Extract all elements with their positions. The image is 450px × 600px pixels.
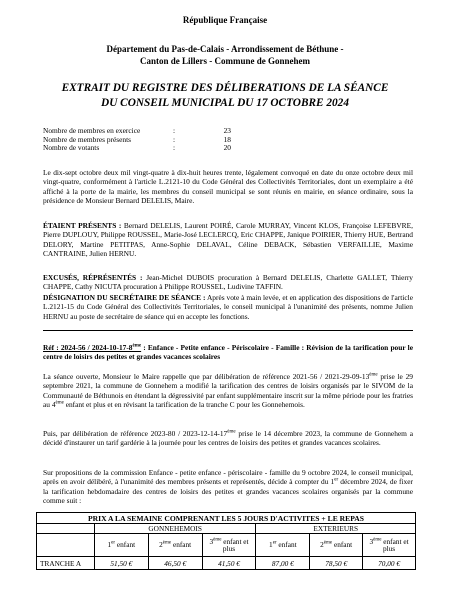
reference-label: Réf : 2024-56 / 2024-10-17-8: [43, 343, 133, 352]
group-gonnehemois: GONNEHEMOIS: [94, 524, 256, 534]
intro-paragraph: Le dix-sept octobre deux mil vingt-quatre à dix-huit heures trente, légalement convoqué en date du onze octobre deux mil vingt-quatre, conformément à l'article L.2121-10 du Code Général des Collectivités Territoriales, dont un exemplaire a été affiché à la porte de la mairie, les membres du conseil municipal se sont réunis en mairie, en séance ordinaire, sous la présidence de Monsieur Bernard DELELIS, Maire.: [43, 168, 413, 206]
col-extra: plus: [222, 544, 236, 553]
col-num: 3: [369, 536, 374, 546]
price-cell: 41,50 €: [202, 557, 256, 570]
presents-text: Bernard DELELIS, Laurent POIRÉ, Carole MURRAY, Vincent KLOS, Françoise LEFEBVRE, Pierre DUPLOUY, Philippe ROUSSEL, Marie-José LECLERCQ, Eric CHAPPE, Janique POIRIER, Thierry HUE, Bertrand DELORY, Martine PETITPAS, Anne-Sophie DELAVAL, Céline DEBACK, Sébastien VERFAILLIE, Maxime CANTRAINE, Julien HERNU.: [43, 221, 413, 259]
members-label: Nombre de votants: [43, 143, 100, 153]
secretaire-label: DÉSIGNATION DU SECRÉTAIRE DE SÉANCE :: [43, 293, 206, 302]
col-rest: enfant: [276, 540, 297, 550]
col-sup: er: [272, 540, 277, 546]
column-header: [202, 534, 256, 557]
col-sup: er: [111, 540, 116, 546]
column-header: [256, 534, 310, 557]
col-extra: plus: [382, 544, 396, 553]
table-row: [37, 557, 416, 570]
col-num: 1: [269, 540, 273, 550]
col-rest: enfant: [171, 540, 192, 550]
col-sup: ème: [213, 537, 222, 543]
price-cell: 51,50 €: [94, 557, 148, 570]
col-num: 2: [320, 540, 324, 550]
table-group-row: [37, 524, 416, 534]
column-header: [148, 534, 202, 557]
deliberation-paragraph-3: [43, 468, 413, 506]
title-line-2: DU CONSEIL MUNICIPAL DU 17 OCTOBRE 2024: [101, 97, 349, 109]
table-column-row: [37, 534, 416, 557]
col-sup: ème: [162, 540, 172, 546]
price-cell: 78,50 €: [310, 557, 363, 570]
table-header-row: [37, 513, 416, 524]
members-count-block: [43, 127, 231, 153]
col-rest: enfant et: [381, 536, 409, 546]
p1-sup-1: ème: [369, 372, 378, 378]
p3-sup: er: [334, 477, 339, 483]
reference-number: [43, 343, 141, 352]
colon: :: [173, 143, 176, 153]
department-line-2: Canton de Lillers - Commune de Gonnehem: [139, 56, 310, 66]
price-cell: 87,00 €: [256, 557, 310, 570]
table-title: PRIX A LA SEMAINE COMPRENANT LES 5 JOURS D'ACTIVITES + LE REPAS: [37, 513, 416, 524]
group-exterieurs: EXTERIEURS: [256, 524, 416, 534]
price-cell: 70,00 €: [363, 557, 416, 570]
reference-sup: ème: [132, 343, 142, 349]
col-rest: enfant: [332, 540, 353, 550]
colon: :: [173, 134, 176, 144]
deliberation-reference: [43, 343, 413, 362]
table-empty-cell: [37, 524, 95, 534]
col-num: 1: [107, 540, 112, 550]
excuses-paragraph: [43, 273, 413, 292]
members-label: Nombre de membres présents: [43, 134, 132, 144]
title-line-1: EXTRAIT DU REGISTRE DES DÉLIBERATIONS DE LA SÉANCE: [61, 82, 389, 94]
col-num: 3: [209, 536, 214, 546]
excuses-text: Jean-Michel DUBOIS procuration à Bernard DELELIS, Charlette GALLET, Thierry CHAPPE, Cathy NICUTA procuration à Philippe ROUSSEL, Ludivine TAFFIN.: [43, 273, 413, 292]
members-value: 20: [223, 143, 231, 153]
p2-sup: ème: [227, 429, 236, 435]
p2-part-a: Puis, par délibération de référence 2023-80 / 2023-12-14-17: [43, 429, 228, 438]
col-rest: enfant et: [221, 536, 249, 546]
p1-part-a: La séance ouverte, Monsieur le Maire rappelle que par délibération de référence 2021-56 / 2021-29-09-13: [43, 372, 370, 381]
republique-heading: République Française: [182, 15, 268, 25]
secretaire-paragraph: [43, 293, 413, 321]
col-num: 2: [159, 540, 163, 550]
column-header: [363, 534, 416, 557]
p1-sup-2: ème: [55, 400, 64, 406]
members-value: 18: [223, 134, 231, 144]
section-divider: [43, 330, 413, 331]
department-heading: [40, 43, 410, 67]
members-row: [43, 144, 231, 153]
deliberation-paragraph-1: [43, 372, 413, 410]
members-label: Nombre de membres en exercice: [43, 126, 141, 135]
reference-title: : Enfance - Petite enfance - Périscolaire - Famille : Révision de la tarification pour le centre de loisirs des petites et grandes vacances scolaires: [43, 343, 413, 362]
excuses-label: EXCUSÉS, RÉPRÉSENTÉS :: [43, 273, 143, 282]
column-header: [310, 534, 363, 557]
presents-label: ÉTAIENT PRÉSENTS :: [43, 221, 122, 230]
secretaire-text: Après vote à main levée, et en application des dispositions de l'article L.2121-15 du Code Général des Collectivités Territoriales, le conseil municipal à l'unanimité des présents, nomme Julien HERNU au poste de secrétaire de séance qui en accepte les fonctions.: [43, 293, 413, 321]
column-header: [94, 534, 148, 557]
row-label: TRANCHE A: [37, 557, 95, 570]
presents-paragraph: [43, 221, 413, 259]
document-title: [20, 81, 430, 111]
p2-part-b: prise le 14 décembre 2023, la commune de Gonnehem a décidé d'instaurer un tarif gardérie à la journée pour les centres de loisirs des petites et grandes vacances scolaires.: [43, 429, 413, 448]
price-cell: 46,50 €: [148, 557, 202, 570]
p3-part-a: Sur propositions de la commission Enfance - petite enfance - périscolaire - famille du 9 octobre 2024, le conseil municipal, après en avoir délibéré, à l'unanimité des membres présents et représentés, décide à compter du 1: [43, 468, 413, 487]
table-empty-cell: [37, 534, 95, 557]
deliberation-paragraph-2: [43, 429, 413, 448]
col-sup: ème: [373, 537, 382, 543]
tarif-table: [36, 512, 416, 570]
p1-part-c: enfant et plus et en révisant la tarification de la tranche C pour les Gonnehemois.: [63, 400, 305, 410]
department-line-1: Département du Pas-de-Calais - Arrondissement de Béthune -: [106, 44, 344, 54]
p1-part-b: prise le 29 septembre 2021, la commune de Gonnehem a modifié la tarification des centres de loisirs organisés par le SIVOM de la Communauté de Béthunois en étendant la dégressivité par enfant supplémentaire inscrit sur la même période pour les fratries au 4: [43, 372, 413, 410]
colon: :: [173, 126, 176, 135]
members-value: 23: [223, 126, 231, 135]
col-sup: ème: [323, 540, 333, 546]
col-rest: enfant: [115, 540, 136, 550]
p3-part-b: décembre 2024, de fixer la tarification hebdomadaire des centres de loisirs des petites et grandes vacances scolaires organisés par la commune comme suit :: [43, 477, 413, 506]
